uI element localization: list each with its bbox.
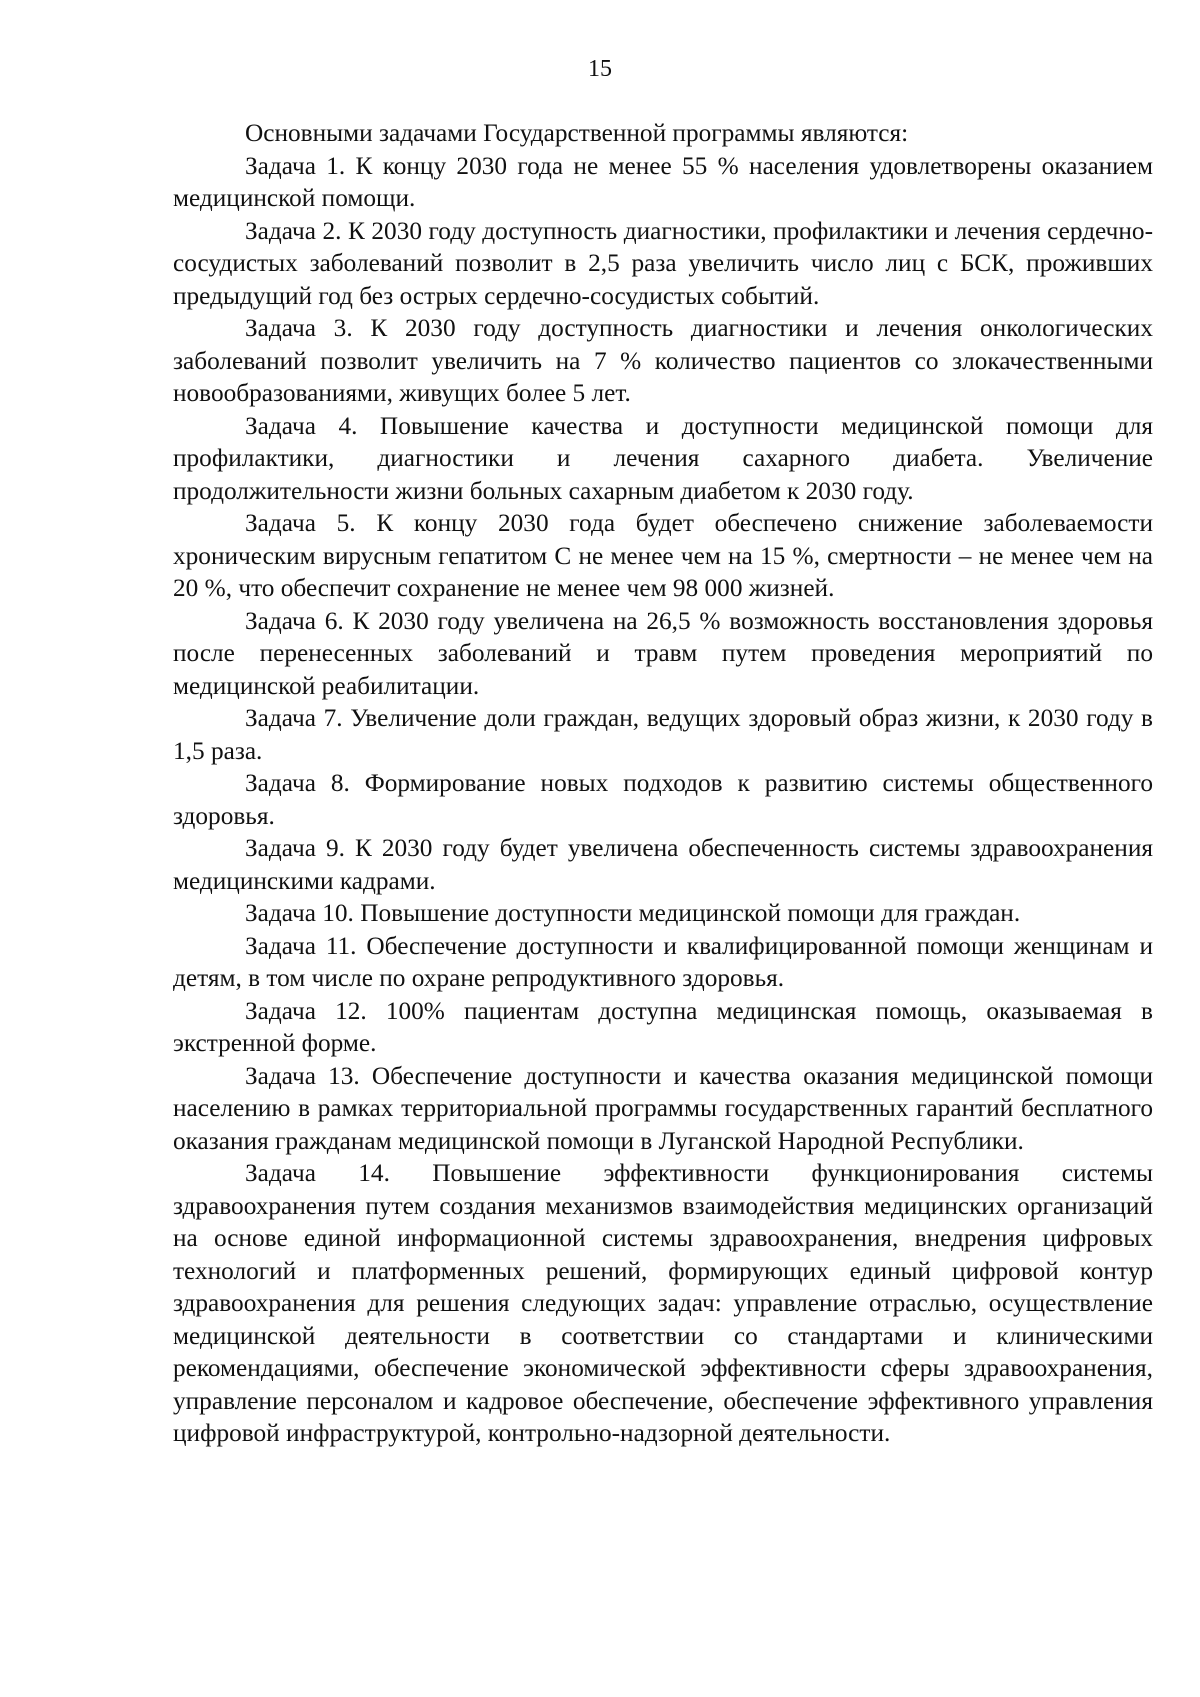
task-paragraph-9: Задача 9. К 2030 году будет увеличена обеспеченность системы здравоохранения медицинскими кадрами.: [173, 834, 1153, 895]
task-paragraph-14: Задача 14. Повышение эффективности функционирования системы здравоохранения путем создания механизмов взаимодействия медицинских организаций на основе единой информационной системы здравоохранения, внедрения цифровых технологий и платформенных решений, формирующих единый цифровой контур здравоохранения для решения следующих задач: управление отраслью, осуществление медицинской деятельности в соответствии со стандартами и клиническими рекомендациями, обеспечение экономической эффективности сферы здравоохранения, управление персоналом и кадровое обеспечение, обеспечение эффективного управления цифровой инфраструктурой, контрольно-надзорной деятельности.: [173, 1159, 1153, 1447]
task-paragraph-8: Задача 8. Формирование новых подходов к развитию системы общественного здоровья.: [173, 769, 1153, 830]
task-paragraph-11: Задача 11. Обеспечение доступности и квалифицированной помощи женщинам и детям, в том числе по охране репродуктивного здоровья.: [173, 931, 1153, 992]
intro-paragraph: Основными задачами Государственной программы являются:: [245, 119, 909, 147]
document-body: [173, 117, 1153, 1450]
task-paragraph-13: Задача 13. Обеспечение доступности и качества оказания медицинской помощи населению в рамках территориальной программы государственных гарантий бесплатного оказания гражданам медицинской помощи в Луганской Народной Республики.: [173, 1061, 1153, 1155]
page-number: 15: [588, 56, 612, 82]
task-paragraph-5: Задача 5. К концу 2030 года будет обеспечено снижение заболеваемости хроническим вирусным гепатитом С не менее чем на 15 %, смертности – не менее чем на 20 %, что обеспечит сохранение не менее чем 98 000 жизней.: [173, 509, 1153, 602]
task-paragraph-12: Задача 12. 100% пациентам доступна медицинская помощь, оказываемая в экстренной форме.: [173, 996, 1153, 1057]
task-paragraph-1: Задача 1. К концу 2030 года не менее 55 % населения удовлетворены оказанием медицинской помощи.: [173, 151, 1153, 212]
task-paragraph-7: Задача 7. Увеличение доли граждан, ведущих здоровый образ жизни, к 2030 году в 1,5 раза.: [173, 704, 1153, 765]
task-paragraph-4: Задача 4. Повышение качества и доступности медицинской помощи для профилактики, диагностики и лечения сахарного диабета. Увеличение продолжительности жизни больных сахарным диабетом к 2030 году.: [173, 411, 1153, 505]
task-paragraph-10: Задача 10. Повышение доступности медицинской помощи для граждан.: [245, 899, 1021, 927]
task-paragraph-2: Задача 2. К 2030 году доступность диагностики, профилактики и лечения сердечно-сосудистых заболеваний позволит в 2,5 раза увеличить число лиц с БСК, проживших предыдущий год без острых сердечно-сосудистых событий.: [173, 216, 1153, 310]
task-paragraph-3: Задача 3. К 2030 году доступность диагностики и лечения онкологических заболеваний позволит увеличить на 7 % количество пациентов со злокачественными новообразованиями, живущих более 5 лет.: [173, 314, 1153, 407]
task-paragraph-6: Задача 6. К 2030 году увеличена на 26,5 % возможность восстановления здоровья после перенесенных заболеваний и травм путем проведения мероприятий по медицинской реабилитации.: [173, 606, 1153, 700]
